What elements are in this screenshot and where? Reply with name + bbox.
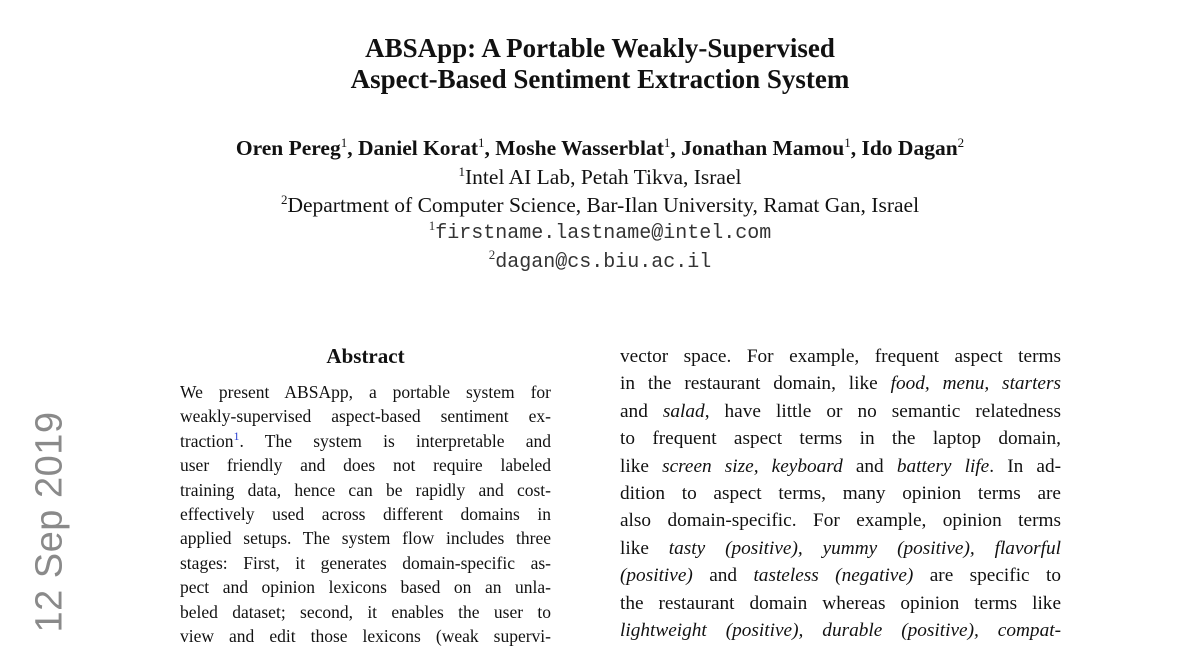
affiliation-mark: 1	[663, 135, 671, 150]
affiliation-mark: 1	[340, 135, 348, 150]
author-separator: ,	[347, 136, 358, 160]
body-line	[620, 562, 1061, 589]
author-name: Ido Dagan	[861, 136, 958, 160]
paper-title-line-1: ABSApp: A Portable Weakly-Supervised	[365, 33, 835, 63]
affiliation-mark: 1	[458, 164, 466, 179]
body-line	[620, 370, 1061, 397]
body-text: and	[692, 565, 754, 587]
paper-title-line-2: Aspect-Based Sentiment Extraction System	[350, 64, 850, 94]
abstract-line: effectively used across different domains in	[180, 503, 551, 524]
email-intel[interactable]	[0, 220, 1200, 248]
body-text: in the restaurant domain, like	[620, 373, 891, 395]
abstract-line: applied setups. The system flow includes three	[180, 528, 551, 549]
abstract-line: training data, hence can be rapidly and cost-	[180, 479, 551, 500]
body-text: , have little or no semantic relatedness	[704, 400, 1061, 422]
affiliation-mark: 1	[844, 135, 851, 150]
body-italic-text: salad	[662, 400, 705, 422]
affiliation-text: Intel AI Lab, Petah Tikva, Israel	[465, 165, 742, 189]
affiliation-mark: 2	[280, 192, 288, 207]
body-line	[620, 617, 1061, 644]
body-line: to frequent aspect terms in the laptop domain,	[620, 428, 1061, 450]
abstract-line: view and edit those lexicons (weak supervi-	[180, 625, 551, 646]
body-text: and	[842, 455, 897, 477]
email-biu[interactable]	[0, 249, 1200, 277]
abstract-line	[180, 429, 551, 453]
abstract-heading: Abstract	[326, 344, 405, 368]
body-text: like	[620, 537, 669, 559]
author-list	[0, 134, 1200, 162]
body-line: vector space. For example, frequent aspect terms	[620, 346, 1061, 367]
body-italic-text: lightweight (positive), durable (positive), compat-	[620, 619, 1061, 641]
author-separator: ,	[670, 136, 682, 160]
affiliation-mark: 2	[488, 247, 496, 262]
body-text: are specific to	[913, 565, 1061, 587]
body-text: . In ad-	[989, 455, 1061, 477]
footnote-link[interactable]: 1	[233, 428, 240, 443]
abstract-line: We present ABSApp, a portable system for	[180, 382, 551, 402]
affiliation-mark: 2	[957, 135, 965, 150]
affiliation-bar-ilan	[0, 191, 1200, 219]
email-text[interactable]: firstname.lastname@intel.com	[435, 222, 772, 245]
body-italic-text: food, menu, starters	[890, 373, 1061, 395]
body-line	[620, 453, 1061, 480]
abstract-line: beled dataset; second, it enables the user to	[180, 601, 551, 622]
abstract-body	[180, 380, 551, 648]
body-line	[620, 535, 1061, 562]
body-line: the restaurant domain whereas opinion terms like	[620, 592, 1061, 614]
abstract-line: pect and opinion lexicons based on an unla-	[180, 577, 551, 598]
email-text[interactable]: dagan@cs.biu.ac.il	[495, 251, 712, 274]
author-name: Oren Pereg	[235, 136, 341, 160]
body-line	[620, 398, 1061, 425]
body-italic-text: (positive)	[620, 565, 693, 587]
abstract-text: traction	[180, 430, 234, 451]
affiliation-mark: 1	[428, 218, 436, 233]
affiliation-text: Department of Computer Science, Bar-Ilan University, Ramat Gan, Israel	[287, 193, 920, 217]
author-name: Jonathan Mamou	[681, 136, 845, 160]
body-line: dition to aspect terms, many opinion terms are	[620, 482, 1061, 504]
body-text: and	[620, 400, 663, 422]
body-italic-text: battery life	[896, 455, 990, 477]
body-italic-text: tasteless (negative)	[753, 565, 914, 587]
author-separator: ,	[484, 136, 496, 160]
affiliation-intel	[0, 163, 1200, 191]
author-separator: ,	[850, 136, 862, 160]
abstract-text: . The system is interpretable and	[239, 430, 551, 451]
body-text-column	[620, 343, 1061, 644]
body-line: also domain-specific. For example, opinion terms	[620, 510, 1061, 532]
author-name: Moshe Wasserblat	[495, 136, 664, 160]
abstract-line: user friendly and does not require labeled	[180, 455, 551, 476]
arxiv-date-stamp: 12 Sep 2019	[28, 411, 71, 633]
affiliation-mark: 1	[478, 135, 485, 150]
author-name: Daniel Korat	[357, 136, 479, 160]
body-italic-text: tasty (positive), yummy (positive), flavorful	[668, 537, 1061, 559]
body-text: like	[620, 455, 663, 477]
body-italic-text: screen size, keyboard	[662, 455, 843, 477]
abstract-line: weakly-supervised aspect-based sentiment ex-	[180, 406, 551, 427]
abstract-line: stages: First, it generates domain-specific as-	[180, 552, 551, 573]
